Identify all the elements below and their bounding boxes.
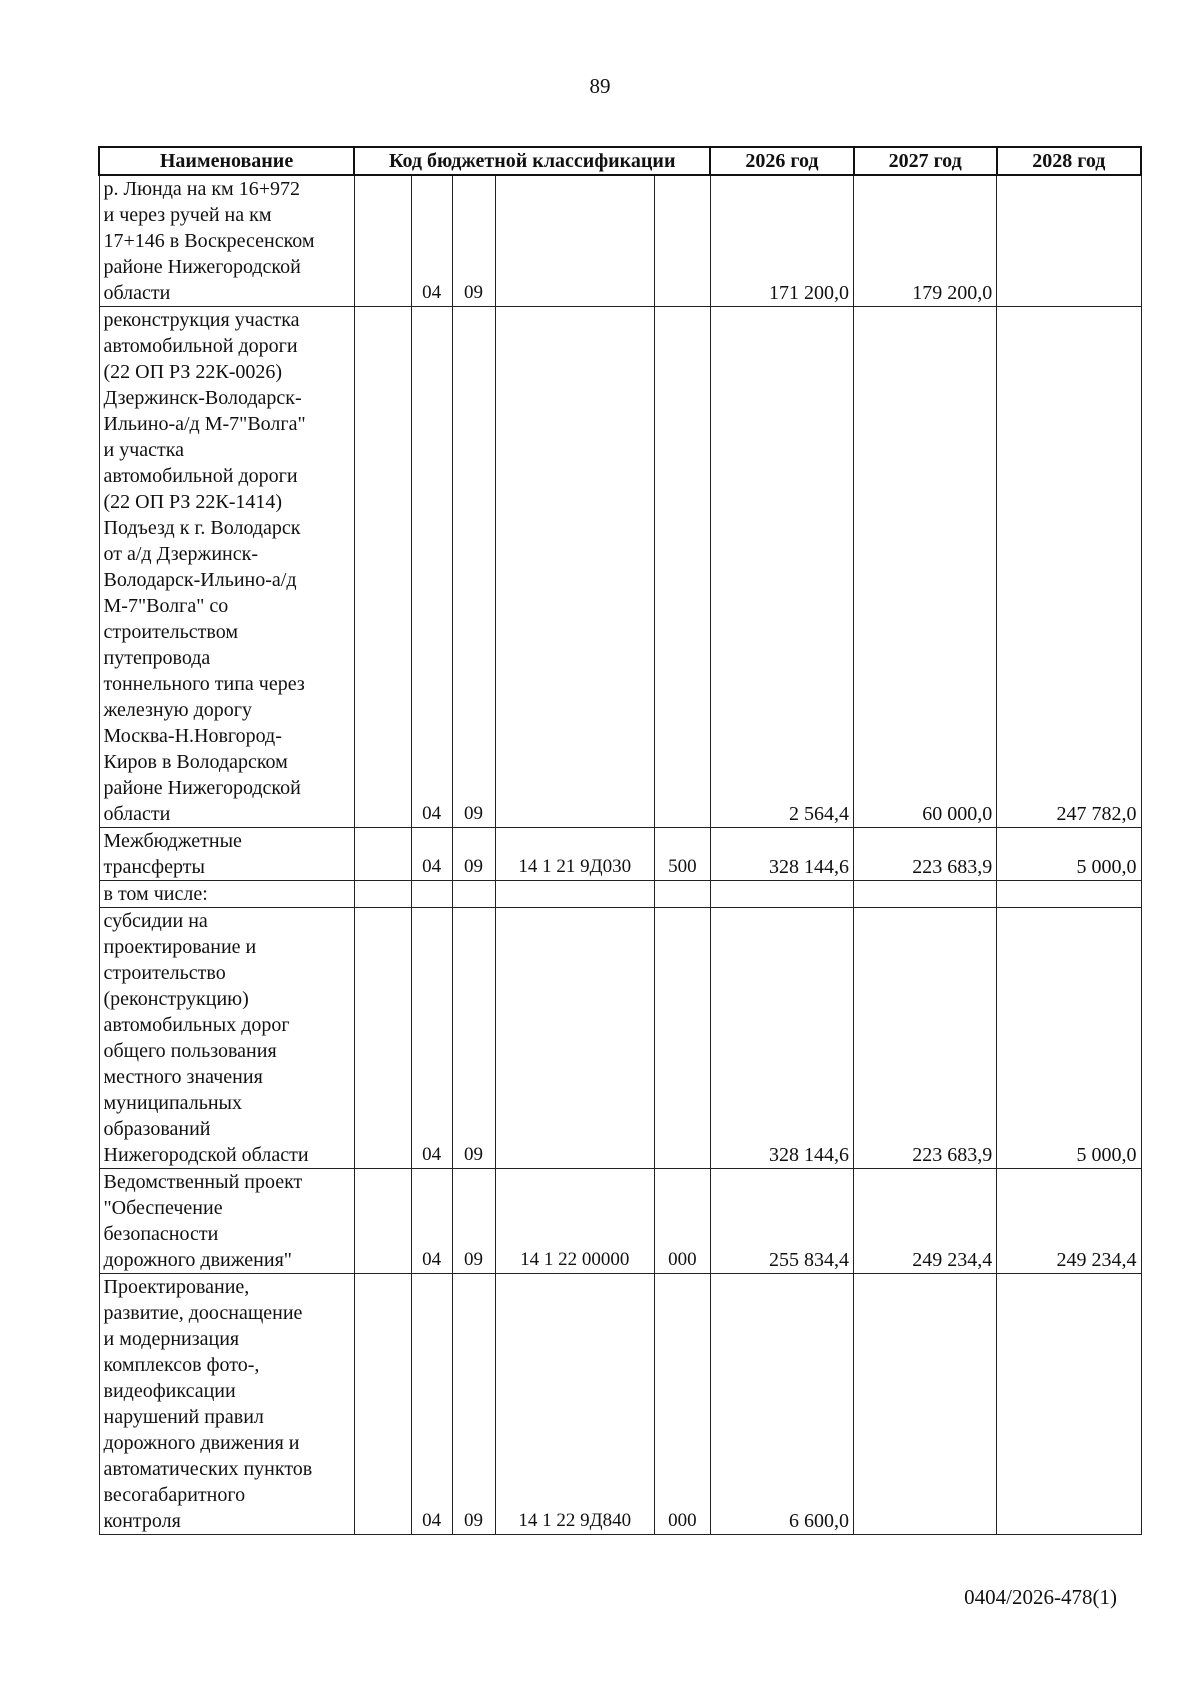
value-2028: 5 000,0 <box>997 828 1141 881</box>
code-part-1 <box>354 175 411 307</box>
value-2028: 247 782,0 <box>997 307 1141 828</box>
value-2026: 255 834,4 <box>710 1169 853 1274</box>
value-2028 <box>997 881 1141 908</box>
header-2027: 2027 год <box>854 147 997 175</box>
code-part-1 <box>354 1169 411 1274</box>
code-expense-type: 500 <box>654 828 710 881</box>
code-part-1 <box>354 307 411 828</box>
code-expense-type <box>654 881 710 908</box>
value-2026: 2 564,4 <box>710 307 853 828</box>
code-expense-type <box>654 908 710 1169</box>
code-target-article: 14 1 22 9Д840 <box>495 1274 654 1535</box>
row-name: Межбюджетные трансферты <box>99 828 354 881</box>
table-body <box>99 175 1141 1535</box>
row-name: в том числе: <box>99 881 354 908</box>
value-2027: 223 683,9 <box>854 908 997 1169</box>
code-section: 04 <box>411 175 452 307</box>
code-section: 04 <box>411 1169 452 1274</box>
header-name: Наименование <box>99 147 354 175</box>
budget-table <box>98 146 1142 1535</box>
value-2027: 223 683,9 <box>854 828 997 881</box>
row-name: Ведомственный проект "Обеспечение безопасности дорожного движения" <box>99 1169 354 1274</box>
code-subsection: 09 <box>452 307 495 828</box>
row-name: субсидии на проектирование и строительство (реконструкцию) автомобильных дорог общего пользования местного значения муниципальных образований Нижегородской области <box>99 908 354 1169</box>
code-part-1 <box>354 881 411 908</box>
table-row <box>99 175 1141 307</box>
table-header-row <box>99 147 1141 175</box>
code-expense-type <box>654 307 710 828</box>
code-subsection: 09 <box>452 1274 495 1535</box>
code-target-article <box>495 908 654 1169</box>
code-section: 04 <box>411 307 452 828</box>
code-target-article <box>495 307 654 828</box>
table-row <box>99 1274 1141 1535</box>
code-section <box>411 881 452 908</box>
value-2028: 249 234,4 <box>997 1169 1141 1274</box>
code-part-1 <box>354 1274 411 1535</box>
code-target-article <box>495 175 654 307</box>
value-2028 <box>997 175 1141 307</box>
code-subsection: 09 <box>452 828 495 881</box>
value-2026: 328 144,6 <box>710 908 853 1169</box>
code-subsection: 09 <box>452 908 495 1169</box>
row-name: р. Люнда на км 16+972 и через ручей на км 17+146 в Воскресенском районе Нижегородской области <box>99 175 354 307</box>
value-2028 <box>997 1274 1141 1535</box>
value-2027 <box>854 1274 997 1535</box>
code-section: 04 <box>411 908 452 1169</box>
value-2026: 328 144,6 <box>710 828 853 881</box>
code-target-article: 14 1 21 9Д030 <box>495 828 654 881</box>
table-row <box>99 908 1141 1169</box>
table-row <box>99 881 1141 908</box>
value-2027: 60 000,0 <box>854 307 997 828</box>
value-2027 <box>854 881 997 908</box>
code-section: 04 <box>411 1274 452 1535</box>
table-row <box>99 1169 1141 1274</box>
table-row <box>99 307 1141 828</box>
row-name: реконструкция участка автомобильной дороги (22 ОП РЗ 22К-0026) Дзержинск-Володарск- Ильино-а/д М-7"Волга" и участка автомобильной дороги (22 ОП РЗ 22К-1414) Подъезд к г. Володарск от а/д Дзержинск- Володарск-Ильино-а/д М-7"Волга" со строительством путепровода тоннельного типа через железную дорогу Москва-Н.Новгород- Киров в Володарском районе Нижегородской области <box>99 307 354 828</box>
table-row <box>99 828 1141 881</box>
value-2027: 249 234,4 <box>854 1169 997 1274</box>
document-number: 0404/2026-478(1) <box>964 1585 1117 1609</box>
code-expense-type <box>654 175 710 307</box>
code-subsection: 09 <box>452 1169 495 1274</box>
header-2028: 2028 год <box>997 147 1141 175</box>
code-part-1 <box>354 908 411 1169</box>
value-2026: 171 200,0 <box>710 175 853 307</box>
header-budget-code: Код бюджетной классификации <box>354 147 710 175</box>
code-expense-type: 000 <box>654 1274 710 1535</box>
value-2026 <box>710 881 853 908</box>
code-subsection <box>452 881 495 908</box>
value-2028: 5 000,0 <box>997 908 1141 1169</box>
row-name: Проектирование, развитие, дооснащение и модернизация комплексов фото-, видеофиксации нарушений правил дорожного движения и автоматических пунктов весогабаритного контроля <box>99 1274 354 1535</box>
header-2026: 2026 год <box>710 147 853 175</box>
value-2027: 179 200,0 <box>854 175 997 307</box>
value-2026: 6 600,0 <box>710 1274 853 1535</box>
page-number: 89 <box>589 74 611 98</box>
code-target-article <box>495 881 654 908</box>
code-target-article: 14 1 22 00000 <box>495 1169 654 1274</box>
code-subsection: 09 <box>452 175 495 307</box>
code-part-1 <box>354 828 411 881</box>
code-section: 04 <box>411 828 452 881</box>
code-expense-type: 000 <box>654 1169 710 1274</box>
